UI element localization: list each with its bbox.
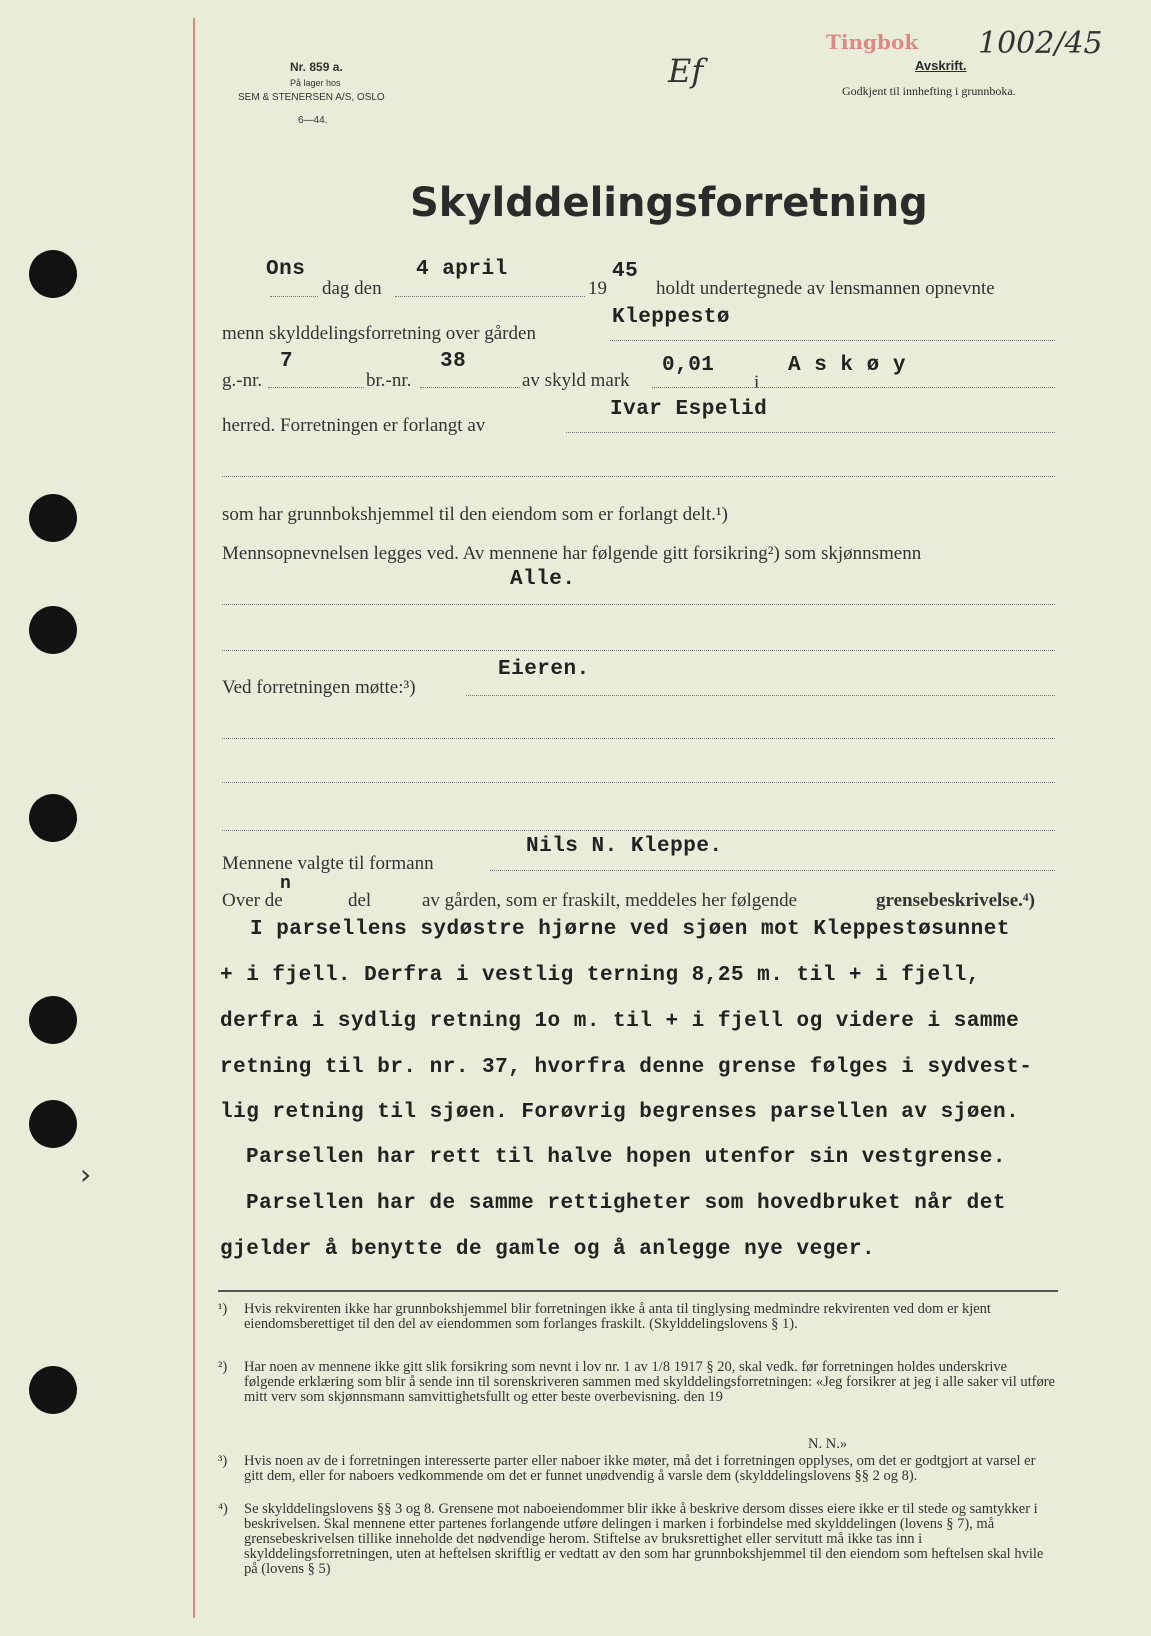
herred-label: herred. Forretningen er forlangt av: [222, 415, 486, 436]
fill-line: [490, 870, 1055, 871]
description-line: retning til br. nr. 37, hvorfra denne grense følges i sydvest-: [220, 1056, 1033, 1079]
gnr-label: g.-nr.: [222, 370, 263, 391]
fill-line: [652, 387, 1055, 388]
grunnbok-text: som har grunnbokshjemmel til den eiendom som er forlangt delt.¹): [222, 504, 728, 525]
approval-text: Godkjent til innhefting i grunnboka.: [842, 84, 1016, 98]
fill-line: [566, 432, 1055, 433]
fill-line: [222, 604, 1055, 605]
gnr-value: 7: [280, 350, 294, 373]
footnote-text: Har noen av mennene ikke gitt slik forsikring som nevnt i lov nr. 1 av 1/8 1917 § 20, skal vedk. før forretningen holdes underskrive følgende erklæring som blir å sende inn til sorenskriveren sammen med skylddelingsforretningen: «Jeg forsikrer at jeg i alle saker vil utføre mitt verv som skjønnsmann samvittighetsfullt og etter beste overbevisning. den 19: [244, 1359, 1055, 1405]
footnote-text: Hvis noen av de i forretningen interesserte parter eller naboer ikke møter, må det i forretningen opplyses, om det er godtgjort at varsel er gitt dem, eller for naboers vedkommende om det er funnet unødvendig å varsle dem (skylddelingslovens §§ 2 og 8).: [244, 1453, 1036, 1484]
avskrift-label: Avskrift.: [915, 58, 967, 73]
footnote-mark: ⁴): [218, 1501, 228, 1517]
boundary-text: av gården, som er fraskilt, meddeles her følgende: [422, 890, 798, 911]
fill-line: [420, 387, 520, 388]
description-line: Parsellen har de samme rettigheter som hovedbruket når det: [246, 1192, 1006, 1215]
present-label: Ved forretningen møtte:³): [222, 677, 416, 698]
footnote-text: N. N.»: [808, 1436, 848, 1452]
boundary-bold: grensebeskrivelse.⁴): [876, 890, 1035, 911]
municipality-value: A s k ø y: [788, 354, 906, 377]
fill-line: [222, 738, 1055, 739]
printer-line: 6—44.: [298, 115, 328, 126]
assurance-text: Mennsopnevnelsen legges ved. Av mennene har følgende gitt forsikring²) som skjønnsmenn: [222, 543, 922, 564]
chair-label: Mennene valgte til formann: [222, 853, 434, 874]
bnr-value: 38: [440, 350, 467, 373]
requester-value: Ivar Espelid: [610, 398, 768, 421]
skyld-label: av skyld mark: [522, 370, 630, 391]
farm-label: menn skylddelingsforretning over gården: [222, 323, 536, 344]
footnote-mark: ³): [218, 1453, 228, 1469]
handwritten-case-number: 1002/45: [978, 26, 1103, 61]
footnote-rule: [218, 1290, 1058, 1292]
fill-line: [222, 782, 1055, 783]
description-line: lig retning til sjøen. Forøvrig begrenses parsellen av sjøen.: [220, 1101, 1020, 1124]
footnote-1: [218, 1302, 1058, 1332]
fill-line: [395, 296, 585, 297]
year-value: 45: [612, 260, 639, 283]
description-line: I parsellens sydøstre hjørne ved sjøen mot Kleppestøsunnet: [250, 918, 1010, 941]
footnote-mark: ²): [218, 1359, 228, 1375]
margin-line: [193, 18, 195, 1618]
description-line: gjelder å benytte de gamle og å anlegge nye veger.: [220, 1238, 876, 1261]
chair-value: Nils N. Kleppe.: [526, 835, 723, 858]
printer-line: SEM & STENERSEN A/S, OSLO: [238, 92, 385, 103]
weekday-value: Ons: [266, 258, 306, 281]
binder-hole: [29, 606, 77, 654]
footnote-4: [218, 1502, 1058, 1577]
binder-hole: [29, 1366, 77, 1414]
binder-hole: [29, 794, 77, 842]
binder-hole: [29, 494, 77, 542]
description-line: + i fjell. Derfra i vestlig terning 8,25 m. til + i fjell,: [220, 964, 980, 987]
skyld-value: 0,01: [662, 354, 715, 377]
footnote-text: Se skylddelingslovens §§ 3 og 8. Grensene mot naboeiendommer blir ikke å beskrive dersom disses eiere ikke er til stede og samtykker i beskrivelsen. Skal mennene etter partenes forlangende utføre delingen i marken i forbindelse med skylddelingen (lovens § 7), må grensebeskrivelsen tillike inneholde det nødvendige herom. Stiftelse av bruksrettighet eller servitutt må ikke tas inn i skylddelingsforretningen, uten at heftelsen skriftlig er vedtatt av den som har grunnbokshjemmel til den eiendom som heftelsen skal hvile på (lovens § 5): [244, 1501, 1044, 1577]
boundary-del: del: [348, 890, 372, 911]
assurance-value: Alle.: [510, 568, 576, 591]
boundary-n: n: [280, 874, 292, 894]
fill-line: [222, 476, 1055, 477]
binder-hole: [29, 250, 77, 298]
printer-line: På lager hos: [290, 78, 341, 88]
i-label: i: [754, 372, 760, 393]
pencil-mark: ›: [80, 1158, 92, 1191]
fill-line: [270, 296, 318, 297]
fill-line: [222, 830, 1055, 831]
footnote-2: [218, 1360, 1058, 1405]
footnote-text: Hvis rekvirenten ikke har grunnbokshjemmel blir forretningen ikke å anta til tinglysing medmindre rekvirenten ved dom er kjent eiendomsberettiget til den del av eiendommen som forlanges fraskilt. (Skylddelingslovens § 1).: [244, 1301, 991, 1332]
binder-hole: [29, 1100, 77, 1148]
fill-line: [268, 387, 364, 388]
footnote-3: [218, 1454, 1058, 1484]
fill-line: [610, 340, 1055, 341]
handwritten-initials: Ef: [668, 52, 704, 90]
present-value: Eieren.: [498, 658, 590, 681]
bnr-label: br.-nr.: [366, 370, 412, 391]
description-line: derfra i sydlig retning 1o m. til + i fjell og videre i samme: [220, 1010, 1020, 1033]
form-number: Nr. 859 a.: [290, 60, 343, 74]
footnote-signature: [808, 1437, 928, 1452]
fill-line: [466, 695, 1055, 696]
tingbok-stamp: Tingbok: [826, 30, 919, 54]
footnote-mark: ¹): [218, 1301, 228, 1317]
dag-den-label: dag den: [322, 278, 382, 299]
description-line: Parsellen har rett til halve hopen utenfor sin vestgrense.: [246, 1146, 1006, 1169]
boundary-over: Over de: [222, 890, 283, 911]
held-text: holdt undertegnede av lensmannen opnevnte: [656, 278, 995, 299]
document-title: Skylddelingsforretning: [410, 180, 928, 226]
date-value: 4 april: [416, 258, 508, 281]
fill-line: [222, 650, 1055, 651]
binder-hole: [29, 996, 77, 1044]
farm-value: Kleppestø: [612, 306, 730, 329]
year-prefix: 19: [588, 278, 607, 299]
